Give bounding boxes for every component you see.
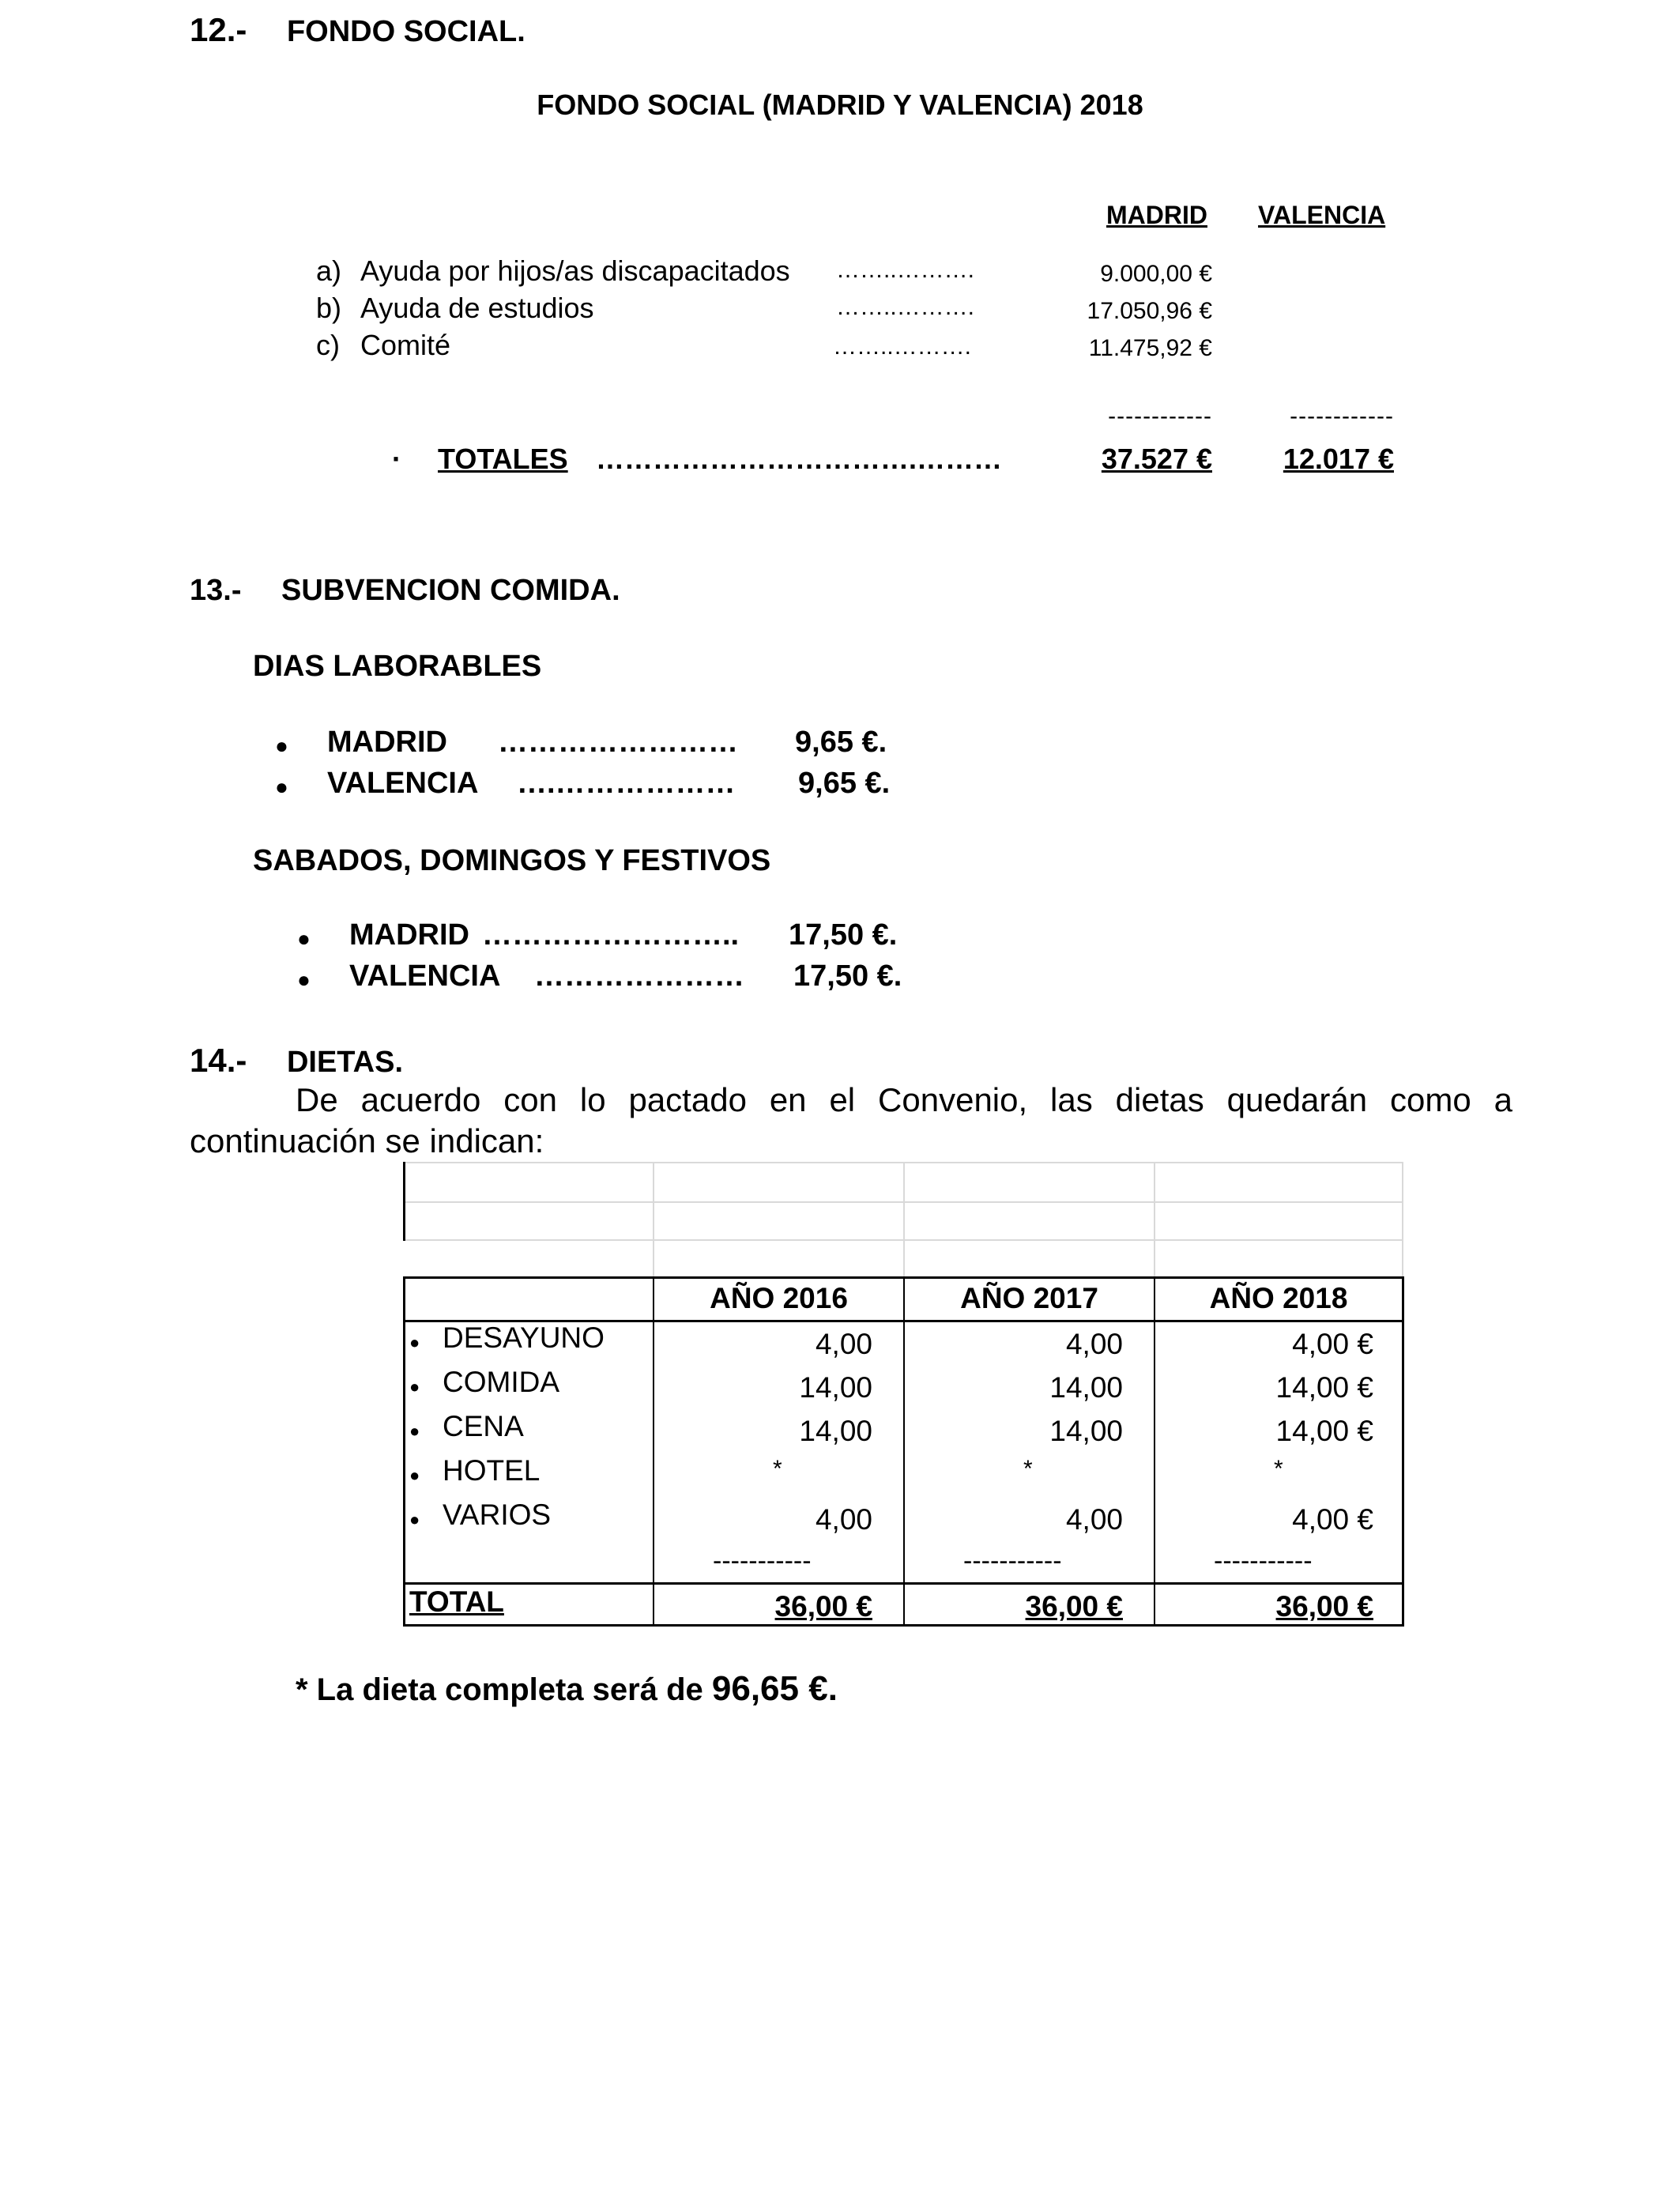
word: el bbox=[829, 1081, 856, 1118]
item-madrid-value: 9.000,00 € bbox=[1100, 261, 1212, 287]
gridline bbox=[903, 1162, 905, 1277]
row-value: 4,00 bbox=[815, 1503, 872, 1536]
festivos-value: 17,50 €. bbox=[789, 918, 898, 952]
laborables-heading: DIAS LABORABLES bbox=[253, 650, 542, 683]
row-value: * bbox=[1274, 1456, 1283, 1482]
item-dots: ……..………. bbox=[833, 334, 972, 360]
festivos-dots: …………………….. bbox=[482, 918, 740, 952]
laborables-value: 9,65 €. bbox=[798, 767, 891, 800]
row-value: 4,00 € bbox=[1292, 1503, 1373, 1536]
bullet-icon: ● bbox=[409, 1333, 420, 1352]
row-value: 14,00 € bbox=[1275, 1415, 1373, 1447]
bullet-icon: ● bbox=[275, 775, 288, 799]
word: acuerdo bbox=[360, 1081, 481, 1118]
item-letter: b) bbox=[316, 292, 342, 324]
dash-separator-valencia: ------------ bbox=[1290, 403, 1394, 429]
row-value: 14,00 bbox=[1049, 1415, 1123, 1447]
section-12-heading bbox=[190, 11, 525, 49]
totales-label: TOTALES bbox=[438, 443, 568, 475]
word: como bbox=[1390, 1081, 1471, 1118]
laborables-value: 9,65 €. bbox=[795, 726, 887, 759]
row-value: 4,00 bbox=[815, 1328, 872, 1360]
festivos-dots: ………………… bbox=[534, 959, 744, 993]
total-value: 36,00 € bbox=[1275, 1590, 1373, 1623]
festivos-heading: SABADOS, DOMINGOS Y FESTIVOS bbox=[253, 844, 771, 877]
festivos-city: VALENCIA bbox=[349, 959, 501, 993]
bullet-icon: ● bbox=[297, 926, 311, 951]
dash-separator: ----------- bbox=[1214, 1546, 1313, 1576]
total-value: 36,00 € bbox=[1025, 1590, 1123, 1623]
row-value: 14,00 € bbox=[1275, 1371, 1373, 1404]
row-value: * bbox=[773, 1456, 782, 1482]
row-label: DESAYUNO bbox=[443, 1321, 605, 1354]
word: dietas bbox=[1115, 1081, 1204, 1118]
row-value: 4,00 bbox=[1065, 1503, 1123, 1536]
row-value: 4,00 € bbox=[1292, 1328, 1373, 1360]
table-header: AÑO 2017 bbox=[960, 1282, 1098, 1314]
fondo-social-subtitle: FONDO SOCIAL (MADRID Y VALENCIA) 2018 bbox=[537, 89, 1143, 121]
dash-separator-madrid: ------------ bbox=[1108, 403, 1212, 429]
section-number: 12.- bbox=[190, 11, 247, 48]
paragraph-line-2: continuación se indican: bbox=[190, 1122, 544, 1159]
column-header-madrid: MADRID bbox=[1106, 201, 1207, 229]
total-madrid: 37.527 € bbox=[1101, 443, 1212, 475]
item-label: Ayuda por hijos/as discapacitados bbox=[360, 254, 790, 287]
item-label: Ayuda de estudios bbox=[360, 292, 594, 324]
footnote-amount: 96,65 €. bbox=[711, 1669, 838, 1708]
word: las bbox=[1050, 1081, 1093, 1118]
row-value: 14,00 bbox=[799, 1415, 872, 1447]
bullet-icon: ● bbox=[409, 1510, 420, 1529]
row-label: CENA bbox=[443, 1410, 524, 1442]
laborables-dots: …………………… bbox=[498, 726, 738, 759]
laborables-city: MADRID bbox=[327, 726, 447, 759]
festivos-value: 17,50 €. bbox=[793, 959, 902, 993]
row-label: COMIDA bbox=[443, 1366, 559, 1398]
table-header: AÑO 2016 bbox=[710, 1282, 848, 1314]
row-value: 4,00 bbox=[1065, 1328, 1123, 1360]
word: a bbox=[1494, 1081, 1512, 1118]
bullet-icon: ● bbox=[409, 1421, 420, 1441]
table-border bbox=[1402, 1276, 1404, 1627]
table-border bbox=[403, 1276, 405, 1627]
word: De bbox=[296, 1081, 338, 1118]
item-dots: ……..………. bbox=[836, 294, 975, 320]
bullet-icon: ● bbox=[297, 967, 311, 992]
dieta-footnote bbox=[296, 1669, 838, 1709]
bullet-icon: ● bbox=[275, 733, 288, 758]
table-header: AÑO 2018 bbox=[1209, 1282, 1348, 1314]
totales-dots: …………………………….……… bbox=[596, 443, 1003, 475]
totales-bullet: · bbox=[392, 443, 401, 475]
word: lo bbox=[579, 1081, 606, 1118]
section-title: SUBVENCION COMIDA. bbox=[281, 574, 620, 607]
row-value: 14,00 bbox=[1049, 1371, 1123, 1404]
total-label: TOTAL bbox=[409, 1585, 504, 1618]
dash-separator: ----------- bbox=[713, 1546, 812, 1576]
bullet-icon: ● bbox=[409, 1465, 420, 1485]
festivos-city: MADRID bbox=[349, 918, 469, 952]
item-madrid-value: 17.050,96 € bbox=[1087, 298, 1212, 324]
total-valencia: 12.017 € bbox=[1283, 443, 1394, 475]
section-14-heading bbox=[190, 1042, 403, 1080]
laborables-city: VALENCIA bbox=[327, 767, 479, 800]
footnote-text: * La dieta completa será de bbox=[296, 1672, 703, 1707]
bullet-icon: ● bbox=[409, 1377, 420, 1397]
section-13-heading bbox=[190, 574, 620, 608]
word: Convenio, bbox=[878, 1081, 1028, 1118]
item-dots: ……..………. bbox=[836, 257, 975, 283]
gridline bbox=[653, 1162, 654, 1277]
row-label: VARIOS bbox=[443, 1498, 552, 1531]
row-value: * bbox=[1023, 1456, 1033, 1482]
section-number: 13.- bbox=[190, 574, 242, 607]
gridline bbox=[1154, 1162, 1155, 1277]
word: quedarán bbox=[1226, 1081, 1368, 1118]
gridline bbox=[403, 1162, 405, 1241]
section-title: FONDO SOCIAL. bbox=[286, 15, 525, 48]
item-letter: a) bbox=[316, 254, 342, 287]
section-title: DIETAS. bbox=[286, 1046, 404, 1079]
row-label: HOTEL bbox=[443, 1454, 541, 1487]
dash-separator: ----------- bbox=[963, 1546, 1062, 1576]
gridline bbox=[1402, 1162, 1403, 1277]
row-value: 14,00 bbox=[799, 1371, 872, 1404]
column-header-valencia: VALENCIA bbox=[1258, 201, 1386, 229]
word: en bbox=[769, 1081, 807, 1118]
item-letter: c) bbox=[316, 329, 340, 361]
item-madrid-value: 11.475,92 € bbox=[1088, 335, 1212, 361]
total-value: 36,00 € bbox=[774, 1590, 872, 1623]
section-number: 14.- bbox=[190, 1042, 247, 1079]
laborables-dots: ….……………… bbox=[517, 767, 736, 800]
paragraph-line-1 bbox=[296, 1081, 1512, 1119]
item-label: Comité bbox=[360, 329, 451, 361]
word: con bbox=[503, 1081, 557, 1118]
word: pactado bbox=[628, 1081, 747, 1118]
